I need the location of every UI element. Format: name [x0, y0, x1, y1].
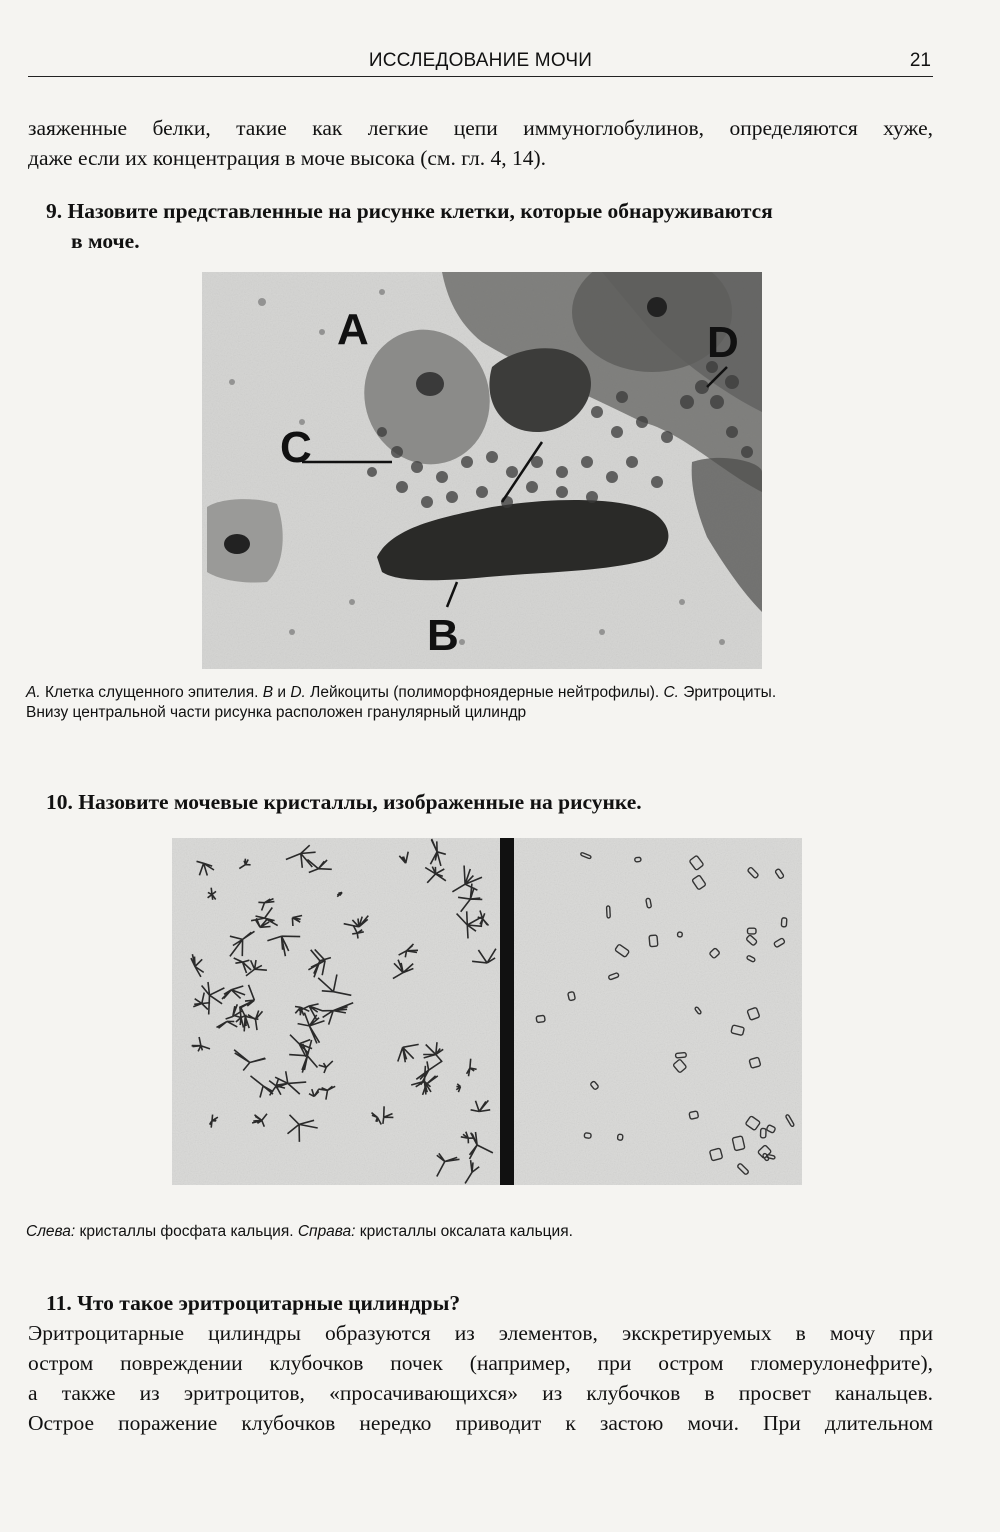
question-line: в моче.: [71, 229, 140, 253]
caption-bd-text: Лейкоциты (полиморфноядерные нейтрофилы).: [305, 684, 664, 701]
caption-letter-a: A.: [26, 684, 41, 701]
caption-left-text: кристаллы фосфата кальция.: [75, 1223, 298, 1240]
caption-a-text: Клетка слущенного эпителия.: [40, 684, 263, 701]
caption-and: и: [273, 684, 291, 701]
urine-sediment-micrograph: [202, 272, 762, 669]
crystals-micrograph: [172, 838, 802, 1185]
caption-right-label: Справа:: [297, 1223, 356, 1240]
text-line: даже если их концентрация в моче высока (см. гл. 4, 14).: [28, 146, 547, 170]
question-11: [46, 1288, 933, 1318]
caption-letter-d: D.: [290, 684, 306, 701]
text-line: Острое поражение клубочков нередко приводит к застою мочи. При длительном: [28, 1411, 933, 1435]
text-line: а также из эритроцитов, «просачивающихся» из клубочков в просвет канальцев.: [28, 1381, 933, 1405]
text-line: остром повреждении клубочков почек (например, при остром гломерулонефрите),: [28, 1351, 933, 1375]
caption-letter-c: C.: [663, 684, 679, 701]
caption-right-text: кристаллы оксалата кальция.: [355, 1223, 573, 1240]
label-a: A: [337, 305, 369, 354]
text-line: заяженные белки, такие как легкие цепи иммуноглобулинов, определяются хуже,: [28, 116, 933, 140]
caption-c-text: Эритроциты.: [678, 684, 777, 701]
question-line: 9. Назовите представленные на рисунке клетки, которые обнаруживаются: [46, 199, 773, 223]
question-10: [46, 787, 933, 817]
figure-1-caption: [26, 683, 936, 723]
panel-divider: [500, 838, 514, 1185]
figure-2-caption: [26, 1222, 936, 1242]
caption-letter-b: B: [262, 684, 274, 701]
question-line: 10. Назовите мочевые кристаллы, изображенные на рисунке.: [46, 790, 642, 814]
caption-left-label: Слева:: [26, 1223, 76, 1240]
question-9: [46, 196, 933, 256]
running-header: [28, 48, 933, 77]
label-d: D: [707, 318, 739, 367]
running-header-title: ИССЛЕДОВАНИЕ МОЧИ: [368, 50, 593, 71]
answer-11-paragraph: [28, 1318, 933, 1438]
question-line: 11. Что такое эритроцитарные цилиндры?: [46, 1291, 461, 1315]
label-b: B: [427, 611, 459, 660]
text-line: Эритроцитарные цилиндры образуются из элементов, экскретируемых в мочу при: [28, 1321, 933, 1345]
label-c: C: [280, 423, 312, 472]
caption-line: [26, 683, 936, 703]
caption-line-2: Внизу центральной части рисунка расположен гранулярный цилиндр: [26, 704, 527, 721]
intro-paragraph: [28, 113, 933, 173]
page-number: 21: [909, 50, 931, 71]
